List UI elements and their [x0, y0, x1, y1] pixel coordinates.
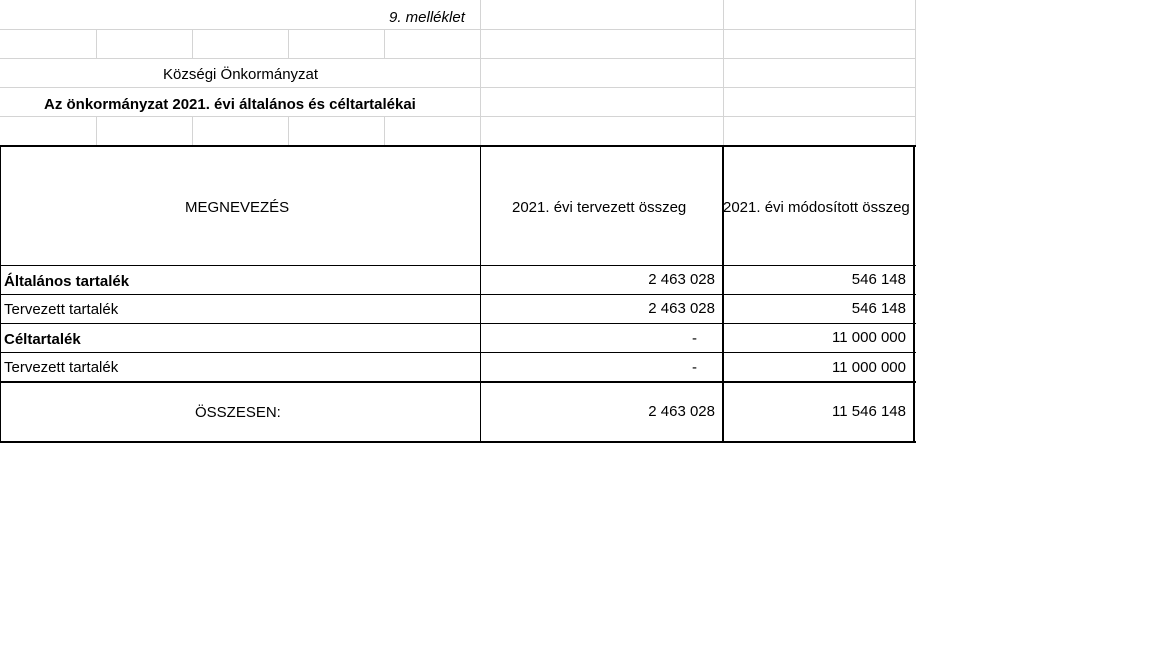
annex-label: 9. melléklet [389, 9, 465, 26]
row-modified-value: 546 148 [851, 271, 906, 288]
cell-r5-a5[interactable] [385, 117, 481, 146]
cell-r5-a1[interactable] [0, 117, 97, 146]
row-modified-value: 11 000 000 [832, 359, 906, 376]
row-modified-value: 546 148 [851, 300, 906, 317]
cell-r2-a2[interactable] [97, 30, 193, 59]
municipality-name: Községi Önkormányzat [163, 66, 319, 83]
table-right-border [913, 145, 915, 443]
total-modified-value: 11 546 148 [832, 403, 906, 420]
row-modified-cell[interactable] [724, 272, 906, 287]
total-planned-value: 2 463 028 [648, 403, 715, 420]
row-planned-cell[interactable] [481, 272, 715, 287]
row-label: Általános tartalék [4, 273, 130, 290]
cell-r5-b[interactable] [481, 117, 724, 146]
table-top-border [0, 145, 916, 147]
cell-r1-c[interactable] [724, 0, 916, 30]
total-planned-cell[interactable] [481, 404, 715, 419]
cell-r5-a4[interactable] [289, 117, 385, 146]
cell-r1-b[interactable] [481, 0, 724, 30]
row3-bottom-border [0, 352, 916, 353]
page-title: Az önkormányzat 2021. évi általános és céltartalékai [44, 96, 416, 113]
total-label: ÖSSZESEN: [195, 404, 281, 421]
cell-r2-a1[interactable] [0, 30, 97, 59]
cell-r4-b[interactable] [481, 88, 724, 117]
cell-r3-c[interactable] [724, 59, 916, 88]
row-modified-value: 11 000 000 [832, 329, 906, 346]
row-label: Céltartalék [4, 331, 81, 348]
row-modified-cell[interactable] [724, 301, 906, 316]
row-planned-value: 2 463 028 [648, 300, 715, 317]
cell-r5-c[interactable] [724, 117, 916, 146]
cell-r2-c[interactable] [724, 30, 916, 59]
col1-right-border [480, 145, 481, 443]
cell-r2-a5[interactable] [385, 30, 481, 59]
row2-bottom-border [0, 323, 916, 324]
row-planned-value: - [692, 330, 697, 347]
cell-r4-c[interactable] [724, 88, 916, 117]
cell-r3-b[interactable] [481, 59, 724, 88]
col2-right-border [722, 145, 724, 443]
row-modified-cell[interactable] [724, 330, 906, 345]
row-planned-value: 2 463 028 [648, 271, 715, 288]
cell-r2-a4[interactable] [289, 30, 385, 59]
row1-bottom-border [0, 294, 916, 295]
cell-r5-a3[interactable] [193, 117, 289, 146]
header-name: MEGNEVEZÉS [185, 199, 290, 216]
row-label: Tervezett tartalék [4, 301, 119, 318]
row-modified-cell[interactable] [724, 360, 906, 375]
cell-r2-b[interactable] [481, 30, 724, 59]
header-modified: 2021. évi módosított összeg [723, 199, 910, 216]
rows-bottom-border [0, 381, 916, 383]
cell-r2-a3[interactable] [193, 30, 289, 59]
total-modified-cell[interactable] [724, 404, 906, 419]
header-bottom-border [0, 265, 916, 266]
table-bottom-border [0, 441, 916, 443]
table-left-border [0, 145, 1, 443]
row-planned-cell[interactable] [481, 301, 715, 316]
row-label: Tervezett tartalék [4, 359, 119, 376]
cell-r5-a2[interactable] [97, 117, 193, 146]
row-planned-value: - [692, 359, 697, 376]
header-planned: 2021. évi tervezett összeg [512, 199, 687, 216]
